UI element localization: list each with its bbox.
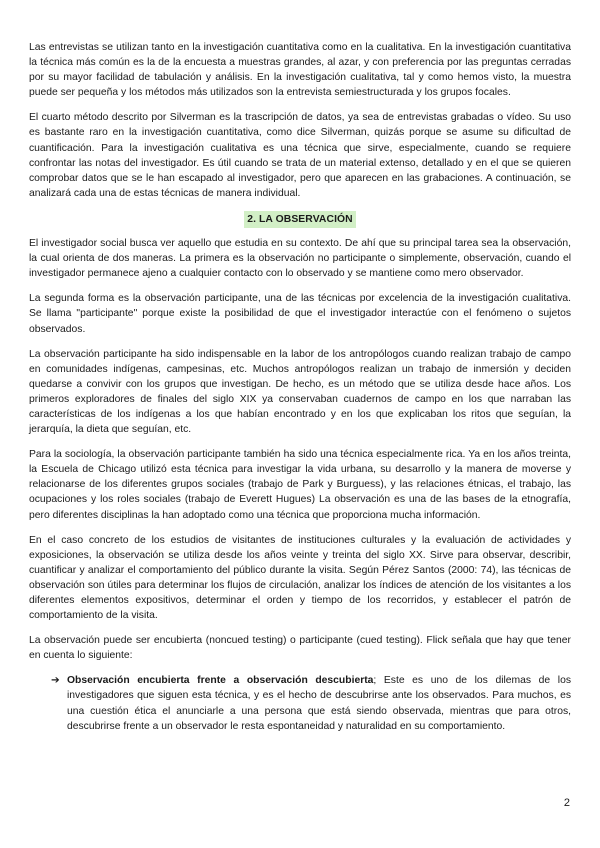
page-number: 2 [563,797,570,809]
arrow-right-icon: ➔ [51,675,60,687]
paragraph-transcription: El cuarto método descrito por Silverman es la trascripción de datos, ya sea de entrevistas grabadas o vídeo. Su uso es bastante raro en la investigación cuantitativa, como dice Silverman, quizás porque se asume su dificultad de cuantificación. Para la investigación cualitativa es una técnica que sirve, especialmente, cuando se requiere confrontar las notas del investigador. Es útil cuando se trata de un material extenso, detallado y en el que se quieren comprobar datos que se le han escapado al investigador, pero que aparecen en las grabaciones. A continuación, se analizará cada una de estas técnicas de manera individual. [29,112,571,199]
paragraph-interviews: Las entrevistas se utilizan tanto en la investigación cuantitativa como en la cualitativa. En la investigación cuantitativa la técnica más común es la de la encuesta a muestras grandes, al azar, y con preferencia por las preguntas cerradas por su mayor facilidad de tabulación y análisis. En la investigación cualitativa, tal y como hemos visto, la muestra puede ser pequeña y los métodos más utilizados son la entrevista semiestructurada y los grupos focales. [29,42,571,99]
paragraph-anthropology: La observación participante ha sido indispensable en la labor de los antropólogos cuando realizan trabajo de campo en comunidades indígenas, campesinas, etc. Muchos antropólogos realizan un trabajo de inmersión y deciden quedarse a convivir con los grupos que investigan. De hecho, es un método que se utiliza desde hace años. Los primeros exploradores de finales del siglo XIX ya conservaban cuadernos de campo en los que narraban las características de los indígenas a los que habían encontrado y en los que explicaban los ritos que seguían, la jerarquía, la dieta que seguían, etc. [29,348,571,436]
section-heading: 2. LA OBSERVACIÓN [244,211,356,228]
paragraph-covert-overt: La observación puede ser encubierta (noncued testing) o participante (cued testing). Flick señala que hay que tener en cuenta lo siguiente: [29,635,571,662]
paragraph-sociology: Para la sociología, la observación participante también ha sido una técnica especialmente rica. Ya en los años treinta, la Escuela de Chicago utilizó esta técnica para investigar la vida urbana, su desarrollo y la manera de moverse y relacionarse de los diferentes grupos sociales (trabajo de Park y Burguess), y las relaciones étnicas, el trabajo, las ocupaciones y los roles sociales (trabajo de Everett Hugues) La observación es una de las bases de la etnografía, pero diferentes disciplinas la han adoptado como una técnica que proporciona mucha información. [29,449,571,521]
paragraph-visitor-studies: En el caso concreto de los estudios de visitantes de instituciones culturales y la evaluación de actividades y exposiciones, la observación se utiliza desde los años veinte y treinta del siglo XX. Sirve para observar, describir, cuantificar y analizar el comportamiento del público durante la visita. Según Pérez Santos (2000: 74), las técnicas de observación son útiles para determinar los flujos de circulación, analizar los índices de atención de los visitantes a los diferentes elementos expositivos, determinar el orden y tiempo de los recorridos, y establecer el patrón de comportamiento de la visita. [29,534,571,622]
bullet-title: Observación encubierta frente a observación descubierta [67,675,374,687]
bullet-body: ; Este es uno de los dilemas de los investigadores que siguen esta técnica, y es el hecho de descubrirse ante los observados. Para muchos, es una cuestión ética el anunciarle a una persona que está siendo observada, mientras que para otros, descubrirse frente a un observador le resta espontaneidad y naturalidad en su comportamiento. [67,675,571,732]
paragraph-participant-observation: La segunda forma es la observación participante, una de las técnicas por excelencia de la investigación cualitativa. Se llama "participante" porque existe la posibilidad de que el investigador interactúe con el fenómeno o sujetos observados. [29,293,571,335]
section-heading-wrapper [29,211,571,228]
bullet-text [67,673,571,733]
paragraph-observation-intro: El investigador social busca ver aquello que estudia en su contexto. De ahí que su principal tarea sea la observación, la cual orienta de dos maneras. La primera es la observación no participante o simplemente, observación, cuando el investigador permanece ajeno a cualquier contacto con lo observado y se mantiene como mero observador. [29,238,571,280]
bullet-item [51,673,571,733]
